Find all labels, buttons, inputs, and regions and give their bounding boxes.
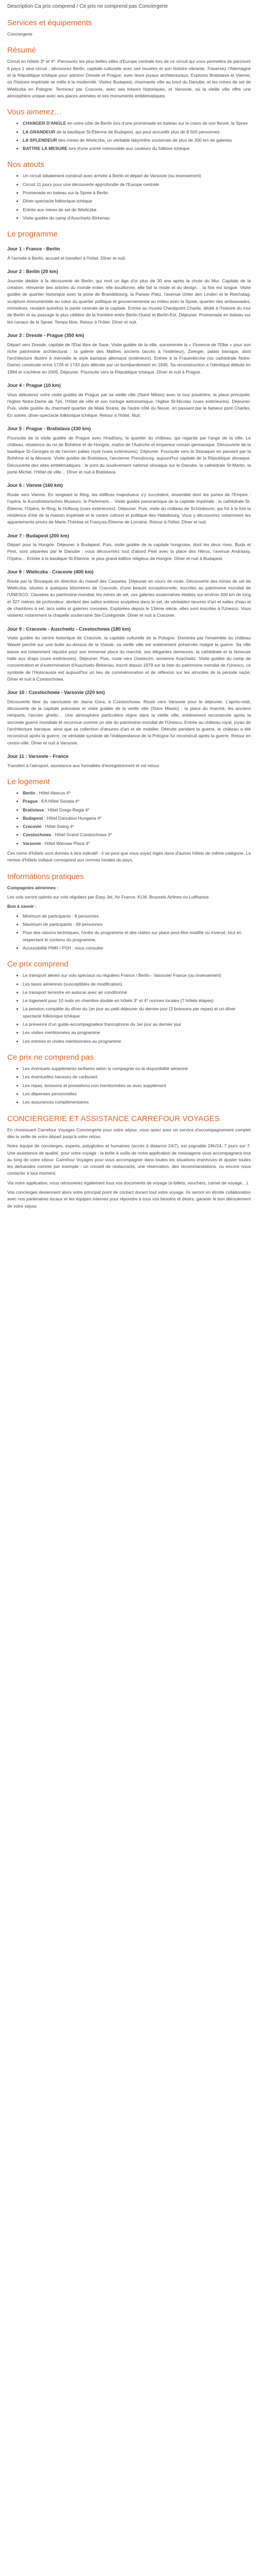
concierge-paragraph: Notre équipe de concierges, experts, polyglottes et humaines (accès à distance 24/7), est joignable 24h/24, 7 jours sur 7. Une assistance de qualité, pour votre voyage ; la boîte à outils de notre application de messagerie vous accompagnera tout au long de votre séjour. Carrefour Voyages pour vous accompagner dans toutes les situations imprévues et ajuster toutes les demandes comme par exemple : un conseil de restaurants, une réservation, des recommandations, ou encore nous contacter à tout moment.: [7, 1143, 251, 1176]
day-text: Route vers Vienne. En longeant le Ring, les édifices majestueux s'y succèdent, ensemble dont les portes de l'Empire : l'opéra, le Kunsthistorisches Museum, le Parlement… Visite guidée panoramique de la capitale impériale : la cathédrale St-Étienne, l'Opéra, le Ring, la Hofburg (vues extérieures). Déjeuner. Puis, visite du château de Schönbrunn, qui fut à la fois la résidence d'été de la maison impériale et le centre culturel et politique des Habsbourg. Vous y découvrirez notamment les appartements privés de Marie-Thérèse et François-Étienne de Lorraine. Retour à l'hôtel. Dîner et nuit.: [7, 492, 251, 525]
list-item: • Czestochowa : Hôtel Grand Czestochowa 3*: [23, 832, 251, 838]
day-title: Jour 3 : Dresde - Prague (350 km): [7, 332, 85, 338]
day-text: Découverte libre du sanctuaire de Jasna Góra, à Czestochowa. Route vers Varsovie pour le déjeuner. L'après-midi, découverte de la capitale polonaise et visite guidée de la vieille ville (Stare Miasto) : la place du marché, les anciens remparts, l'ancien ghetto… Une atmosphère particulière règne dans la vieille ville, entièrement reconstruite après la seconde guerre mondiale et reconnue comme un site du patrimoine mondial de l'Unesco. Entrée au château royal, joyau de l'architecture baroque, ainsi que sa collection d'œuvres d'art et de mobilier. Détruite pendant la guerre, le château a été reconstruit après la guerre, ce véritable symbole de l'indépendance de la Pologne fut reconstruit après la guerre. Retour en centre-ville. Dîner et nuit à Varsovie.: [7, 699, 251, 745]
day-text: Poursuite de la visite guidée de Prague avec Hradčany, le quartier du château, qui regarde par l'ange de la ville. Le château, résidence du roi de Bohême et de Hongrie, maître de l'Autriche et empereur romain germanique. Découverte de la basilique St-Georges et de l'ancien palais royal (vues extérieures). Déjeuner. Poursuite vers la Slovaquie en passant par la Bohême et la Moravie. Visite guidée de Bratislava, l'ancienne Pressbourg, aujourd'hui capitale de la République slovaque. Découverte des sites emblématiques : le pont du soulèvement national slovaque sur le Danube, la cathédrale St-Martin, la porte Michel, l'Hôtel de ville… Dîner et nuit à Bratislava.: [7, 435, 251, 475]
resume-text: Circuit en hôtels 3* et 4*. Parcourez les plus belles villes d'Europe centrale lors de ce circuit qui vous permettra de parcourir 6 pays 1 seul circuit ; découvrez Berlin, capitale culturelle avec ses musées et son histoire vibrante. Traversez l'Allemagne et la République tchèque pour admirer Dresde et Prague, avec leurs joyaux architecturaux. Explorez Bratislava et Vienne, où l'histoire impériale se mêle à la modernité. Visitez Budapest, charmante ville au bord du Danube, et les mines de sel de Wieliczka en Pologne. Terminez par Cracovie, avec ses trésors historiques, et Varsovie, où la vieille ville offre une atmosphère unique avec ses places animées et ses monuments emblématiques.: [7, 59, 251, 98]
conciergerie-text: Conciergerie: [7, 31, 33, 37]
list-item: • Les éventuels suppléments tarifaires selon la compagnie ou la disponibilité aérienne: [23, 1065, 251, 1072]
list-item: • Minimum de participants : 8 personnes: [23, 913, 251, 920]
day-text: Départ pour la Hongrie. Déjeuner à Budapest. Puis, visite guidée de la capitale hongroise, dont les deux rives, Buda et Pest, sont séparées par le Danube : vous découvrirez tout d'abord Pest avec la place des Héros, l'avenue Andrássy, l'Opéra… Entrée à la basilique St-Étienne, le plus grand édifice religieux de Hongrie. Dîner et nuit à Budapest.: [7, 542, 251, 561]
logement-list: [7, 790, 251, 847]
resume-title: Résumé: [7, 46, 36, 55]
day-text: Visite guidée du centre historique de Cracovie, la capitale culturelle de la Pologne. Dominée par l'ensemble du château Wawel perché sur une butte au-dessus de la Vistule, sa vieille ville est entièrement préservée malgré la guerre. Sa ville basse est notamment réputée pour son immense place du marché, ses élégantes demeures, la cathédrale et la fameuse halle aux draps (vues extérieures). Déjeuner. Puis, route vers Oswiecim, ancienne Auschwitz. Visite guidée du camp de concentration et d'extermination d'Auschwitz-Birkenau, inscrit depuis 1979 sur la liste du patrimoine mondial de l'Unesco, ce symbole de l'Holocauste est aujourd'hui un lieu de commémoration et de réflexion sur les atrocités de la période nazie. Dîner et nuit à Czestochowa.: [7, 635, 251, 682]
list-item: • Les taxes aériennes (susceptibles de modification): [23, 981, 251, 988]
list-item: • Le transport aérien sur vols spéciaux ou réguliers France / Berlin - Varsovie/ France (ou inversement): [23, 972, 251, 979]
prix-comprend-title: Ce prix comprend: [7, 960, 69, 969]
list-item: • Le transport terrestre en autocar avec air conditionné: [23, 989, 251, 996]
day-title: Jour 2 : Berlin (20 km): [7, 268, 58, 275]
list-item: • Berlin : Hôtel Abacus 4*: [23, 790, 251, 796]
list-item: • Bratislava : Hôtel Gregs Regia 4*: [23, 807, 251, 814]
day-text: À l'arrivée à Berlin, accueil et transfert à l'hôtel. Dîner et nuit.: [7, 255, 126, 261]
day-title: Jour 1 : France - Berlin: [7, 246, 60, 252]
day-title: Jour 7 : Budapest (200 km): [7, 532, 69, 538]
day-title: Jour 4 : Prague (10 km): [7, 382, 61, 388]
list-item: • Varsovie : Hôtel Warsaw Plaza 4*: [23, 840, 251, 847]
list-item: • La présence d'un guide-accompagnateur francophone du 1er jour au dernier jour: [23, 1021, 251, 1028]
list-item: • Un circuit idéalement construit avec arrivée à Berlin et départ de Varsovie (ou inversement): [23, 173, 251, 179]
list-item: • Le logement pour 10 nuits en chambre double en hôtels 3* et 4* normes locales (7 hôtels étapes): [23, 997, 251, 1004]
prix-ne-comprend-title: Ce prix ne comprend pas: [7, 1053, 94, 1062]
day-text: Départ vers Dresde, capitale de l'État libre de Saxe. Visite guidée de la ville, surnommée la « Florence de l'Elbe » pour son riche patrimoine architectural : la galerie des Maîtres anciens (accès à l'extérieur), Zwinger, palais baroque, dont l'architecture illustre à merveille le style baroque allemand (extérieurs). Entrée à la Frauenkirche (ou cathédrale Notre-Dame) construite entre 1726 et 1743 puis détruite par un bombardement en 1945. Sa reconstruction a l'identique débute en 1994 et s'achève en 2005. Déjeuner. Poursuite vers la République tchèque. Dîner et nuit à Prague.: [7, 342, 251, 375]
day-text: Journée dédiée à la découverte de Berlin, qui revit un âge d'or plus de 30 ans après la chute du Mur. Capitale de la création, réinvente des artistes du monde entier, elle bouillonne, elle fait la mode et du design… la fois est longue. Visite guidée de quartier historique avec la porte de Brandebourg, la Pariser Platz, l'avenue Unter den Linden et le Reichstag, sculpture monumentale au cœur du quartier politique et gouvernemental au milieu avec la Spree, quartier des ambassades, ministères, rendant autrefois la partie centrale de la capitale. Entrée au musée Checkpoint Charlie, dédié à l'histoire du mur de Berlin et au passage le plus célèbre de la frontière entre Berlin-Ouest et Berlin-Est. Déjeuner. Promenade en bateau sur les canaux de la Spree. Temps libre. Retour à l'hôtel. Dîner et nuit.: [7, 278, 251, 325]
prix-ne-comprend-list: [7, 1065, 251, 1106]
page-content: [0, 3, 258, 1210]
day-title: Jour 11 : Varsovie - France: [7, 753, 69, 759]
concierge-paragraph: Via notre application, vous retrouverez également tous vos documents de voyage (e-billets, vouchers, carnet de voyage…).: [7, 1180, 249, 1185]
bon-a-savoir-list: [7, 913, 251, 952]
concierge-paragraph: Vos concierges deviennent alors votre principal point de contact durant tout votre voyage. Ils seront en étroite collaboration avec nos partenaires locaux et les équipes internes pour répondre à tous vos besoins et désirs, garantir le bon déroulement de votre séjour.: [7, 1190, 251, 1209]
vous-aimerez-list: [7, 120, 251, 152]
list-item: • Cracovie : Hôtel Swing 4*: [23, 823, 251, 830]
prix-comprend-list: [7, 972, 251, 1045]
day-title: Jour 9 : Cracovie - Auschwitz - Czestochowa (180 km): [7, 625, 131, 632]
breadcrumb: Description Ca pris comprend / Ce prix ne comprend pas Conciergerie: [7, 4, 168, 9]
list-item: • Les visites mentionnées au programme: [23, 1029, 251, 1036]
logement-note: Ces noms d'hôtels sont donnés à titre indicatif - il se peut que vous soyez logés dans d'autres hôtels de même catégorie. La remise d'hôtels indiqué correspond aux normes locales du pays.: [7, 851, 251, 863]
day-text: Vous débuterez votre visite guidée de Prague par sa vieille ville (Staré Město) avec la tour poudrière, la place principale, l'église Notre-Dame de Týn, l'Hôtel de ville et son horloge astronomique, l'église St-Nicolas (vues extérieures). Déjeuner. Puis, visite guidée du charmant quartier de Malá Strana, de l'autre côté du fleuve, en passant par le fameux pont Charles. En soirée, dîner-spectacle folklorique tchèque. Retour à l'hôtel. Nuit.: [7, 392, 251, 418]
list-item: • CHANGER D'ANGLE en votre-côte de Berlin lors d'une promenade en bateau sur le cours de son fleuve, la Spree: [23, 120, 251, 127]
concierge-paragraph: En choisissant Carrefour Voyages Conciergerie pour votre séjour, vous optez pour un service d'accompagnement complet dès la veille de votre départ jusqu'à votre retour.: [7, 1127, 251, 1139]
list-item: • Pour des raisons techniques, l'ordre du programme et des visites sur place peut être modifié ou inversé, tout en respectant le contenu du programme.: [23, 929, 251, 943]
list-item: • La pension complète du dîner du 1er jour au petit déjeuner du dernier jour (3 boissons par repas) et un dîner spectacle folklorique tchèque: [23, 1006, 251, 1020]
day-title: Jour 8 : Wieliczka - Cracovie (400 km): [7, 569, 94, 575]
list-item: • Accessibilité PMR / PSH : nous consulter: [23, 945, 251, 952]
list-item: • Visite guidée du camp d'Auschwitz-Birkenau: [23, 215, 251, 222]
list-item: • BATTRE LA MESURE lors d'une soirée mémorable aux couleurs du folklore tchèque: [23, 145, 251, 152]
list-item: • Les dépenses personnelles: [23, 1091, 251, 1097]
list-item: • Les assurances complémentaires: [23, 1099, 251, 1106]
programme-title: Le programme: [7, 230, 58, 239]
vous-aimerez-title: Vous aimerez…: [7, 108, 62, 117]
concierge-title: CONCIERGERIE ET ASSISTANCE CARREFOUR VOYAGES: [7, 1114, 220, 1123]
atouts-list: [7, 173, 251, 222]
bon-a-savoir-title: Bon à savoir :: [7, 904, 37, 909]
day-text: Transfert à l'aéroport, assistance aux formalités d'enregistrement et vol retour.: [7, 762, 160, 768]
list-item: • Dîner-spectacle folklorique tchèque: [23, 198, 251, 205]
day-title: Jour 10 : Czestochowa - Varsovie (220 km): [7, 689, 105, 696]
list-item: • Les entrées et visites mentionnées au programme: [23, 1038, 251, 1045]
compagnies-text: Les vols seront opérés sur vols réguliers par Easy Jet, Air France, KLM, Brussels Airlines ou Lufthansa: [7, 894, 209, 900]
list-item: • Prague : EA Hôtel Sonata 4*: [23, 798, 251, 805]
infos-title: Informations pratiques: [7, 872, 84, 881]
list-item: • LA SPLENDEUR des mines de Wieliczka, un véritable labyrinthe souterrain de plus de 300 km de galeries: [23, 137, 251, 144]
list-item: • LA GRANDEUR de la basilique St-Étienne de Budapest, qui peut accueillir plus de 8 500 personnes: [23, 129, 251, 135]
day-text: Route par la Slovaquie en direction du massif des Carpates. Déjeuner en cours de route. Découverte des mines de sel de Wieliczka, situées à quelques kilomètres de Cracovie, d'une beauté exceptionnelle, inscrites au patrimoine mondial de l'UNESCO. Classées au patrimoine mondial, les mines de sel, ces galeries souterraines étalées sur environ 300 km de long et 327 mètres de profondeur, abritent des salles entières sculptées dans le sel, de véritables œuvres d'art et salles d'eau et de chambres à sel, lacs salés et galeries creusées. Explorées depuis le 13ème siècle, elles sont inscrites à l'Unesco. Vous visiterez notamment la chapelle souterraine Ste-Cunégonde. Dîner et nuit à Cracovie.: [7, 578, 251, 618]
day-title: Jour 6 : Vienne (160 km): [7, 482, 63, 488]
list-item: • Maximum de participants : 49 personnes: [23, 921, 251, 928]
list-item: • Entrée aux mines de sel de Wieliczka: [23, 207, 251, 213]
list-item: • Budapest : Hôtel Danubius Hungaria 4*: [23, 815, 251, 822]
compagnies-title: Compagnies aériennes :: [7, 885, 59, 890]
list-item: • Promenade en bateau sur la Spree à Berlin: [23, 190, 251, 196]
list-item: • Les éventuelles hausses de carburant: [23, 1074, 251, 1080]
atouts-title: Nos atouts: [7, 160, 44, 170]
logement-title: Le logement: [7, 777, 50, 786]
day-title: Jour 5 : Prague - Bratislava (330 km): [7, 425, 91, 431]
services-title: Services et équipements: [7, 19, 92, 27]
list-item: • Circuit 11 jours pour une découverte approfondie de l'Europe centrale: [23, 181, 251, 188]
list-item: • Les repas, boissons et prestations non mentionnées ou avec supplément: [23, 1082, 251, 1089]
